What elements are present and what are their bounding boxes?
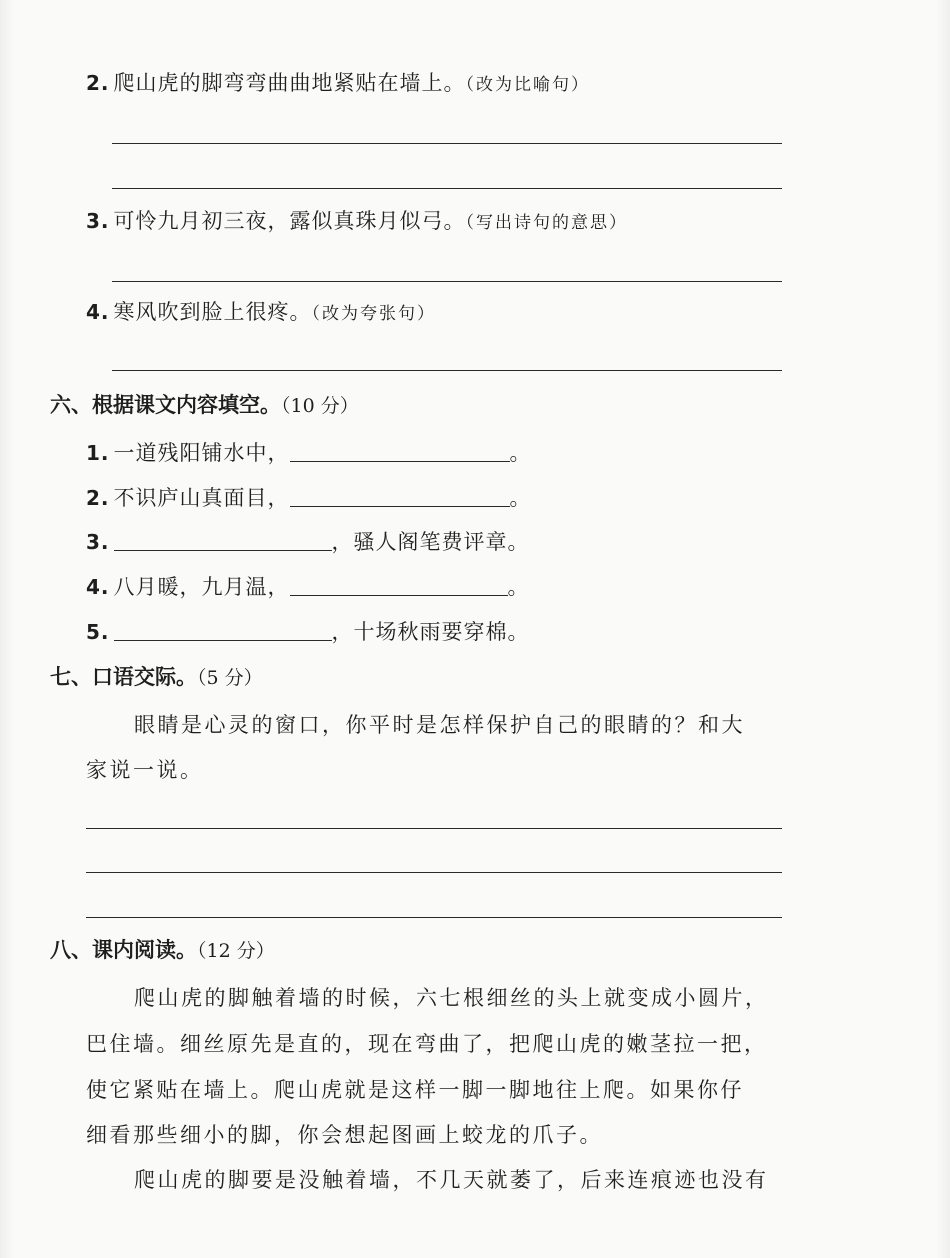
item-text-after: ，十场秋雨要穿棉。: [331, 620, 530, 644]
fill-blank[interactable]: [114, 618, 332, 641]
reading-line: 巴住墙。细丝原先是直的，现在弯曲了，把爬山虎的嫩茎拉一把，: [86, 1032, 768, 1056]
fill-item-3: [86, 527, 530, 557]
item-number: 4.: [86, 575, 110, 599]
item-number: 5.: [86, 620, 110, 644]
fill-blank[interactable]: [114, 528, 332, 551]
item-number: 2.: [86, 486, 110, 510]
answer-line[interactable]: [112, 281, 782, 282]
question-number: 4.: [86, 300, 110, 324]
question-5-3: [86, 206, 628, 238]
question-instruction: （写出诗句的意思）: [465, 213, 629, 233]
question-number: 2.: [86, 71, 110, 95]
answer-line[interactable]: [112, 143, 782, 144]
reading-line: 爬山虎的脚要是没触着墙，不几天就萎了，后来连痕迹也没有: [134, 1168, 769, 1192]
item-number: 1.: [86, 441, 110, 465]
question-text: 可怜九月初三夜，露似真珠月似弓。: [113, 209, 466, 233]
fill-blank[interactable]: [290, 484, 510, 507]
question-5-2: [86, 68, 590, 100]
section-points: （5 分）: [197, 667, 263, 689]
question-number: 3.: [86, 209, 110, 233]
reading-line: 使它紧贴在墙上。爬山虎就是这样一脚一脚地往上爬。如果你仔: [86, 1078, 744, 1102]
section-7-heading: [50, 662, 263, 693]
question-text: 爬山虎的脚弯弯曲曲地紧贴在墙上。: [113, 71, 466, 95]
item-text-after: 。: [507, 575, 530, 599]
fill-item-4: [86, 572, 530, 602]
item-text-after: 。: [509, 441, 532, 465]
answer-line[interactable]: [112, 370, 782, 371]
section-points: （10 分）: [281, 395, 359, 417]
item-text-after: 。: [509, 486, 532, 510]
item-text-before: 八月暖，九月温，: [113, 575, 290, 599]
prompt-text-line-1: 眼睛是心灵的窗口，你平时是怎样保护自己的眼睛的？和大: [134, 713, 745, 737]
item-text-before: 一道残阳铺水中，: [113, 441, 290, 465]
section-6-heading: [50, 390, 359, 421]
reading-line: 爬山虎的脚触着墙的时候，六七根细丝的头上就变成小圆片，: [134, 986, 769, 1010]
question-text: 寒风吹到脸上很疼。: [113, 300, 312, 324]
prompt-text-line-2: 家说一说。: [86, 758, 204, 782]
section-title: 七、口语交际。: [50, 665, 197, 689]
answer-line[interactable]: [86, 872, 782, 873]
fill-item-1: [86, 438, 532, 468]
reading-line: 细看那些细小的脚，你会想起图画上蛟龙的爪子。: [86, 1123, 603, 1147]
answer-line[interactable]: [112, 188, 782, 189]
fill-item-5: [86, 617, 530, 647]
answer-line[interactable]: [86, 917, 782, 918]
section-points: （12 分）: [197, 940, 275, 962]
fill-item-2: [86, 483, 532, 513]
section-8-heading: [50, 935, 275, 966]
section-title: 八、课内阅读。: [50, 938, 197, 962]
item-text-before: 不识庐山真面目，: [113, 486, 290, 510]
item-text-after: ，骚人阁笔费评章。: [331, 530, 530, 554]
item-number: 3.: [86, 530, 110, 554]
section-title: 六、根据课文内容填空。: [50, 393, 281, 417]
fill-blank[interactable]: [290, 439, 510, 462]
question-instruction: （改为夸张句）: [311, 304, 437, 324]
fill-blank[interactable]: [290, 573, 508, 596]
answer-line[interactable]: [86, 828, 782, 829]
question-5-4: [86, 297, 436, 329]
question-instruction: （改为比喻句）: [465, 75, 591, 95]
